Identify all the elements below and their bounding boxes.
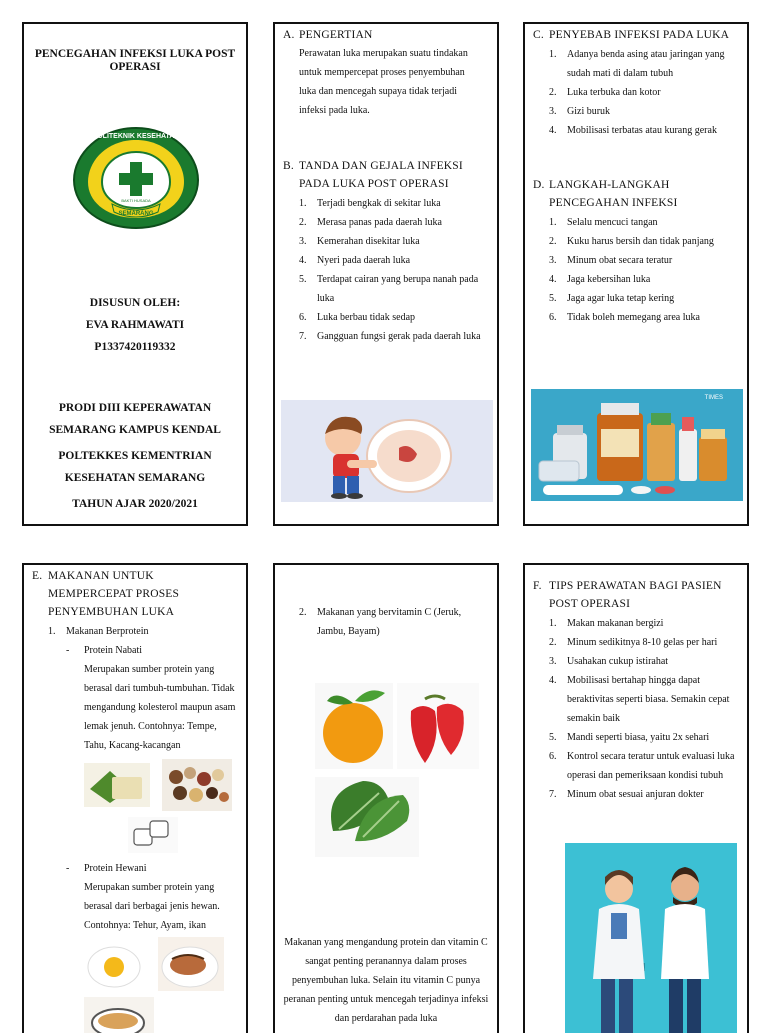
vitamin-c-foods-illustration bbox=[315, 681, 481, 857]
panel-causes-prevention bbox=[523, 22, 749, 526]
author-block bbox=[32, 292, 238, 358]
list-item: 1. Makan makanan bergizi bbox=[549, 618, 664, 629]
list-item: 2. Luka terbuka dan kotor bbox=[549, 87, 661, 98]
poltekkes-logo bbox=[72, 124, 200, 232]
panel-food-vitamin bbox=[273, 563, 499, 1033]
section-d-heading: D. LANGKAH-LANGKAH PENCEGAHAN INFEKSI bbox=[533, 179, 678, 209]
list-item: 3. Usahakan cukup istirahat bbox=[549, 656, 669, 667]
section-f bbox=[533, 577, 743, 804]
institution-block bbox=[32, 397, 238, 515]
section-c bbox=[533, 26, 743, 140]
list-item: 5. Mandi seperti biasa, yaitu 2x sehari bbox=[549, 732, 710, 743]
child-wound-illustration bbox=[281, 400, 493, 502]
list-item: 4. Jaga kebersihan luka bbox=[549, 274, 651, 285]
list-item: 5. Jaga agar luka tetap kering bbox=[549, 293, 675, 304]
list-item: 3. Gizi buruk bbox=[549, 106, 611, 117]
list-item: 7. Gangguan fungsi gerak pada daerah luka bbox=[299, 331, 481, 342]
list-item: 1. Adanya benda asing atau jaringan yang sudah mati di dalam tubuh bbox=[549, 49, 725, 79]
image-watermark: TIMES bbox=[704, 395, 723, 401]
section-a bbox=[283, 26, 489, 120]
section-a-body: Perawatan luka merupakan suatu tindakan untuk mempercepat proses penyembuhan luka dan mencegah supaya tidak terjadi infeksi pada luka. bbox=[299, 48, 468, 116]
academic-year: TAHUN AJAR 2020/2021 bbox=[72, 498, 198, 510]
section-e-heading: E. MAKANAN UNTUK MEMPERCEPAT PROSES PENYEMBUHAN LUKA bbox=[32, 570, 180, 618]
section-c-list bbox=[533, 45, 743, 140]
section-f-heading: F. TIPS PERAWATAN BAGI PASIEN POST OPERASI bbox=[533, 580, 722, 610]
panel-care-tips bbox=[523, 563, 749, 1033]
hewani-description: Merupakan sumber protein yang berasal dari berbagai jenis hewan. Contohnya: Tehur, Ayam, ikan bbox=[84, 882, 220, 931]
hewani-block bbox=[32, 859, 240, 935]
plant-protein-illustration bbox=[84, 759, 240, 857]
cover-panel bbox=[22, 22, 248, 526]
list-item: 4. Nyeri pada daerah luka bbox=[299, 255, 411, 266]
logo-motto-text: BAKTI HUSADA bbox=[121, 198, 151, 203]
list-item: 4. Mobilisasi terbatas atau kurang gerak bbox=[549, 125, 717, 136]
list-item: 6. Luka berbau tidak sedap bbox=[299, 312, 416, 323]
list-item: 1. Selalu mencuci tangan bbox=[549, 217, 658, 228]
school-line1: POLTEKKES KEMENTRIAN bbox=[58, 450, 212, 462]
logo-city-text: SEMARANG bbox=[118, 211, 154, 217]
list-item: 3. Minum obat secara teratur bbox=[549, 255, 673, 266]
section-b bbox=[283, 157, 489, 346]
logo-arc-text: POLITEKNIK KESEHATAN bbox=[92, 133, 180, 140]
school-line2: KESEHATAN SEMARANG bbox=[64, 472, 206, 484]
animal-protein-illustration bbox=[84, 937, 240, 1033]
list-item: 1. Terjadi bengkak di sekitar luka bbox=[299, 198, 441, 209]
section-e-list bbox=[32, 622, 240, 641]
doctor-patient-illustration bbox=[565, 843, 737, 1033]
food-closing-paragraph: Makanan yang mengandung protein dan vitamin C sangat penting peranannya dalam proses penyembuhan luka. Selain itu vitamin C punya peranan penting untuk mencegah terjadinya infeksi dan perdarahan pada luka bbox=[283, 937, 489, 1024]
list-item: 1. Makanan Berprotein bbox=[48, 626, 149, 637]
compiled-label: DISUSUN OLEH: bbox=[89, 297, 181, 309]
list-item: 5. Terdapat cairan yang berupa nanah pada luka bbox=[299, 274, 479, 304]
nabati-description: Merupakan sumber protein yang berasal dari tumbuh-tumbuhan. Tidak mengandung kolesterol maupun asam lemak jenuh. Contohnya: Tempe, Tahu, Kacang-kacangan bbox=[84, 664, 236, 751]
list-item: 6. Kontrol secara teratur untuk evaluasi luka operasi dan pemeriksaan kondisi tubuh bbox=[549, 751, 735, 781]
prodi-line2: SEMARANG KAMPUS KENDAL bbox=[49, 424, 221, 436]
section-f-list bbox=[533, 614, 743, 804]
medicine-bottles-illustration bbox=[531, 389, 743, 501]
vitamin-item: 2. Makanan yang bervitamin C (Jeruk, Jambu, Bayam) bbox=[299, 607, 462, 637]
list-item: 2. Kuku harus bersih dan tidak panjang bbox=[549, 236, 714, 247]
panel-definition-signs bbox=[273, 22, 499, 526]
section-b-heading: B. TANDA DAN GEJALA INFEKSI PADA LUKA POST OPERASI bbox=[283, 160, 463, 190]
section-a-heading: A. PENGERTIAN bbox=[283, 29, 373, 41]
list-item: 3. Kemerahan disekitar luka bbox=[299, 236, 420, 247]
prodi-line1: PRODI DIII KEPERAWATAN bbox=[58, 402, 212, 414]
nabati-heading: - Protein Nabati bbox=[66, 645, 143, 656]
section-d bbox=[533, 176, 743, 327]
cover-title: PENCEGAHAN INFEKSI LUKA POST OPERASI bbox=[34, 48, 236, 73]
list-item: 6. Tidak boleh memegang area luka bbox=[549, 312, 700, 323]
section-e bbox=[32, 567, 240, 755]
student-id: P1337420119332 bbox=[94, 341, 176, 353]
section-c-heading: C. PENYEBAB INFEKSI PADA LUKA bbox=[533, 29, 730, 41]
section-b-list bbox=[283, 194, 489, 346]
list-item: 2. Minum sedikitnya 8-10 gelas per hari bbox=[549, 637, 718, 648]
list-item: 2. Merasa panas pada daerah luka bbox=[299, 217, 442, 228]
list-item: 7. Minum obat sesuai anjuran dokter bbox=[549, 789, 704, 800]
section-d-list bbox=[533, 213, 743, 327]
panel-food-protein bbox=[22, 563, 248, 1033]
hewani-heading: - Protein Hewani bbox=[66, 863, 147, 874]
author-name: EVA RAHMAWATI bbox=[85, 319, 185, 331]
list-item: 4. Mobilisasi bertahap hingga dapat beraktivitas seperti biasa. Semakin cepat semakin baik bbox=[549, 675, 730, 724]
